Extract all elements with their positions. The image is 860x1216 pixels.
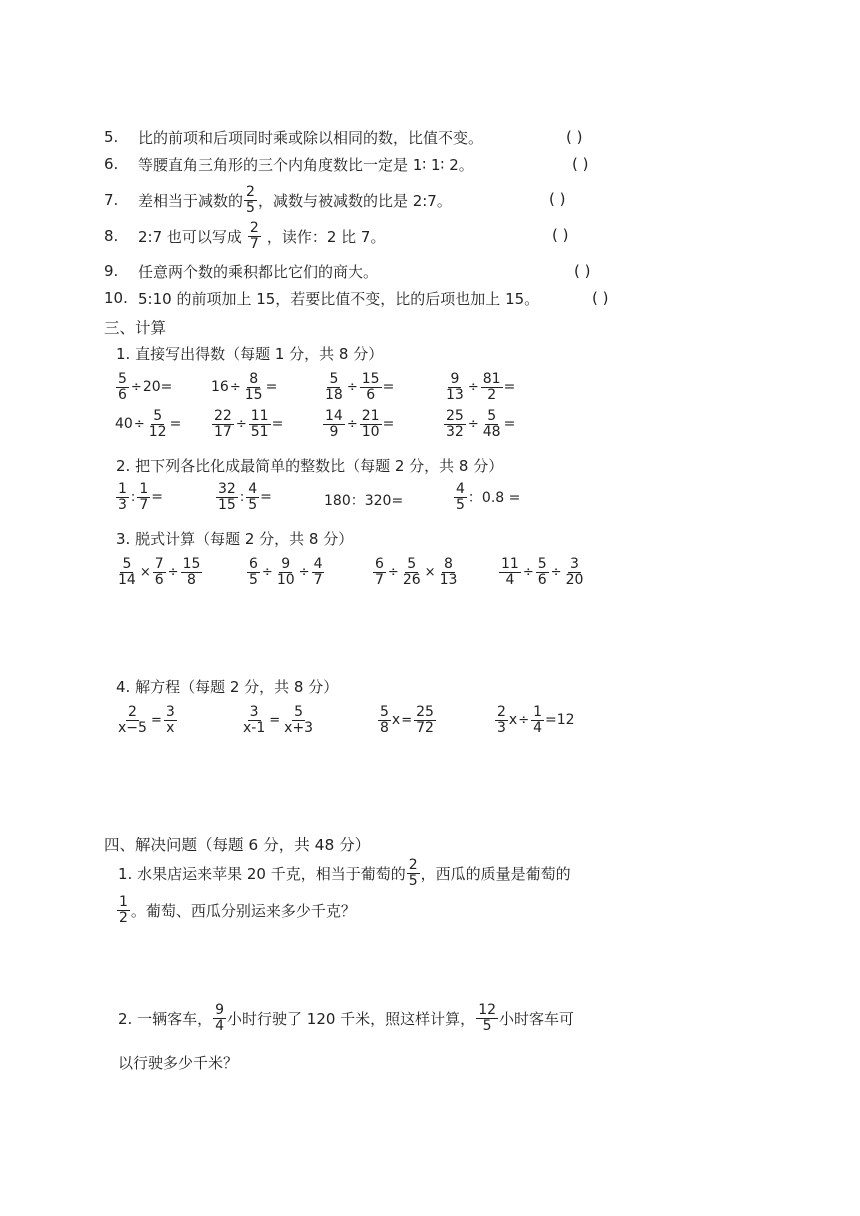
q1-expr: 16 ÷ $\frac{8}{15}$ = <box>211 371 278 403</box>
fraction: $\frac{2}{7}$ <box>249 219 259 252</box>
tf-item-9: 9. 任意两个数的乘积都比它们的商大。 <box>104 262 379 281</box>
q4-equation: $\frac{2}{x-5}$ = $\frac{3}{x}$ <box>118 704 175 736</box>
q2-title: 2. 把下列各比化成最简单的整数比（每题 2 分，共 8 分） <box>116 457 504 475</box>
section-4-title: 四、解决问题（每题 6 分，共 48 分） <box>104 836 371 854</box>
q3-expr: $\frac{11}{4}$ ÷ $\frac{5}{6}$ ÷ $\frac{3}{20}$ <box>501 556 584 588</box>
tf-item-7: 7. 差相当于减数的 $\frac{2}{5}$ ，减数与被减数的比是 2:7。 <box>104 183 452 216</box>
q1-title: 1. 直接写出得数（每题 1 分，共 8 分） <box>116 345 384 363</box>
answer-paren-8[interactable]: ( ) <box>552 226 569 244</box>
q4-equation: $\frac{5}{8}$ x = $\frac{25}{72}$ <box>380 704 434 736</box>
q1-expr: $\frac{22}{17}$ ÷ $\frac{11}{51}$ = <box>214 408 284 440</box>
q1-expr: 40 ÷ $\frac{5}{12}$ = <box>115 408 182 440</box>
answer-paren-10[interactable]: ( ) <box>592 289 609 307</box>
tf-item-10: 10. 5:10 的前项加上 15，若要比值不变，比的后项也加上 15。 <box>104 289 540 308</box>
q1-expr: $\frac{25}{32}$ ÷ $\frac{5}{48}$ = <box>446 408 516 440</box>
answer-paren-6[interactable]: ( ) <box>572 155 589 173</box>
q3-expr: $\frac{6}{7}$ ÷ $\frac{5}{26}$ × $\frac{8}{13}$ <box>375 556 458 588</box>
q3-title: 3. 脱式计算（每题 2 分，共 8 分） <box>116 530 354 548</box>
q2-expr: 180：320= <box>324 493 404 509</box>
answer-paren-5[interactable]: ( ) <box>566 128 583 146</box>
q1-expr: $\frac{14}{9}$ ÷ $\frac{21}{10}$ = <box>325 408 395 440</box>
q1-expr: $\frac{9}{13}$ ÷ $\frac{81}{2}$ = <box>446 371 516 403</box>
q1-expr: $\frac{5}{6}$ ÷ 20 = <box>118 371 173 403</box>
problem-1-cont: $\frac{1}{2}$ 。葡萄、西瓜分别运来多少千克？ <box>119 894 356 926</box>
tf-item-8: 8. 2:7 也可以写成 $\frac{2}{7}$ ，读作：2 比 7。 <box>104 219 386 252</box>
q3-expr: $\frac{5}{14}$ × $\frac{7}{6}$ ÷ $\frac{15}{8}$ <box>118 556 201 588</box>
fraction: $\frac{2}{5}$ <box>246 183 255 216</box>
q2-expr: $\frac{1}{3}$ : $\frac{1}{7}$ = <box>118 481 163 513</box>
section-3-title: 三、计算 <box>104 319 167 337</box>
q3-expr: $\frac{6}{5}$ ÷ $\frac{9}{10}$ ÷ $\frac{4}{7}$ <box>249 556 323 588</box>
q4-equation: $\frac{3}{x-1}$ = $\frac{5}{x+3}$ <box>243 704 314 736</box>
q2-expr: $\frac{4}{5}$ ：0.8 = <box>456 481 521 513</box>
problem-2: 2. 一辆客车， $\frac{9}{4}$ 小时行驶了 120 千米，照这样计算， $\frac{12}{5}$ 小时客车可 <box>118 1002 575 1034</box>
answer-paren-7[interactable]: ( ) <box>549 190 566 208</box>
problem-1: 1. 水果店运来苹果 20 千克，相当于葡萄的 $\frac{2}{5}$ ，西瓜的质量是葡萄的 <box>118 857 571 889</box>
tf-item-5: 5. 比的前项和后项同时乘或除以相同的数，比值不变。 <box>104 128 484 147</box>
answer-paren-9[interactable]: ( ) <box>574 262 591 280</box>
q2-expr: $\frac{32}{15}$ : $\frac{4}{5}$ = <box>218 481 272 513</box>
q4-equation: $\frac{2}{3}$ x ÷ $\frac{1}{4}$ =12 <box>497 704 575 736</box>
problem-2-cont: 以行驶多少千米？ <box>118 1054 239 1072</box>
q1-expr: $\frac{5}{18}$ ÷ $\frac{15}{6}$ = <box>325 371 395 403</box>
tf-item-6: 6. 等腰直角三角形的三个内角度数比一定是 1∶ 1∶ 2。 <box>104 155 474 174</box>
q4-title: 4. 解方程（每题 2 分，共 8 分） <box>116 678 339 696</box>
